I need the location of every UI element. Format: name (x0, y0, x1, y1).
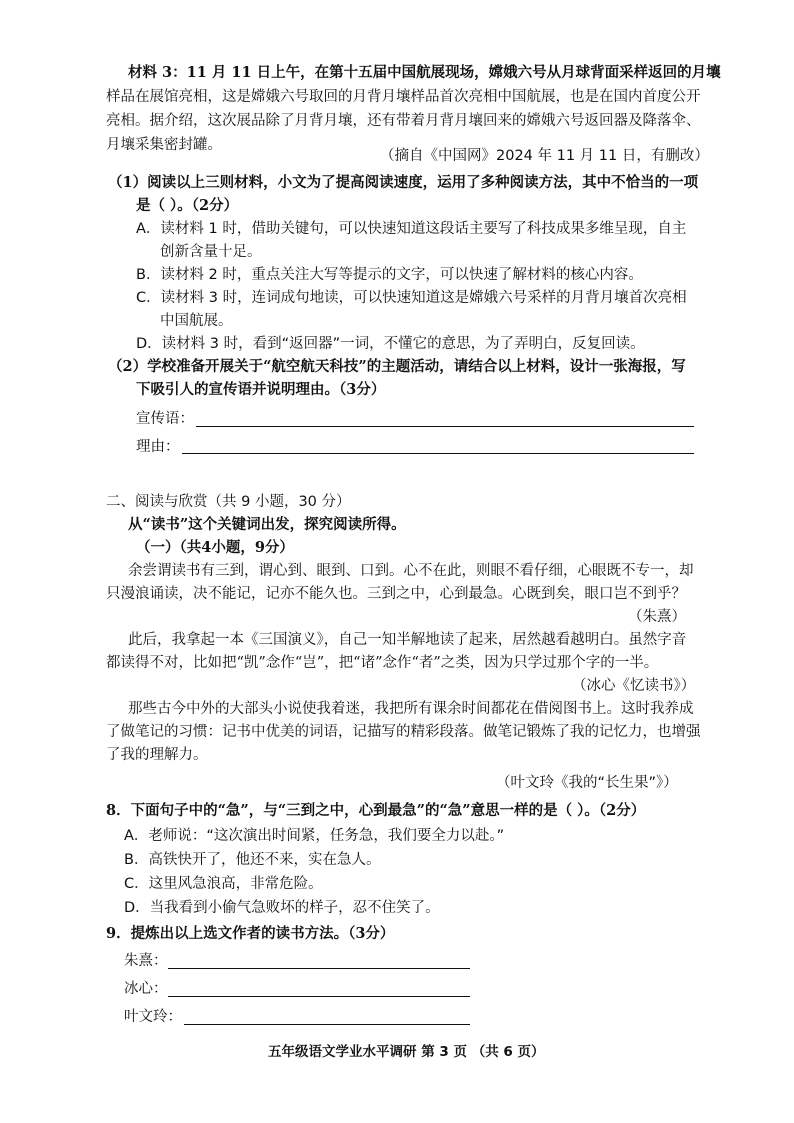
q1-option-a-line-2: 创新含量十足。 (160, 244, 262, 260)
section2-intro: 从“读书”这个关键词出发，探究阅读所得。 (128, 516, 406, 533)
passage-p1-line-1: 余尝谓读书有三到，谓心到、眼到、口到。心不在此，则眼不看仔细，心眼既不专一，却 (128, 563, 694, 579)
q2-stem-line-1: （2）学校准备开展关于“航空航天科技”的主题活动，请结合以上材料，设计一张海报，写 (108, 358, 686, 375)
page-footer: 五年级语文学业水平调研 第 3 页 （共 6 页） (268, 1044, 545, 1060)
passage-p1-line-2: 只漫浪诵读，决不能记，记亦不能久也。三到之中，心到最急。心既到矣，眼口岂不到乎？ (106, 586, 686, 602)
q1-option-c-line-1: C．读材料 3 时，连词成句地读，可以快速知道这是嫦娥六号采样的月背月壤首次亮相 (136, 290, 687, 306)
q8-stem: 8．下面句子中的“急”，与“三到之中，心到最急”的“急”意思一样的是（ ）。（2分） (106, 802, 646, 819)
passage-p3-source: （叶文玲《我的“长生果”》） (496, 775, 678, 791)
slogan-label: 宣传语： (136, 411, 194, 427)
q9-answer-line-yewenling[interactable] (184, 1024, 470, 1025)
q9-label-yewenling: 叶文玲： (124, 1009, 182, 1025)
q9-stem: 9．提炼出以上选文作者的读书方法。（3分） (106, 925, 395, 942)
q1-option-c-line-2: 中国航展。 (160, 313, 233, 329)
q1-option-a-line-1: A．读材料 1 时，借助关键句，可以快速知道这段话主要写了科技成果多维呈现，自主 (136, 221, 687, 237)
passage-p3-line-1: 那些古今中外的大部头小说使我着迷，我把所有课余时间都花在借阅图书上。这时我养成 (128, 701, 694, 717)
passage-p1-source: （朱熹） (628, 609, 686, 625)
q9-answer-line-bingxin[interactable] (168, 996, 470, 997)
material3-line-1: 材料 3：11 月 11 日上午，在第十五届中国航展现场，嫦娥六号从月球背面采样返回的月壤 (128, 64, 721, 81)
passage-p2-line-2: 都读得不对，比如把“凯”念作“岂”，把“诸”念作“者”之类，因为只学过那个字的一半。 (106, 655, 659, 671)
q9-label-bingxin: 冰心： (124, 981, 168, 997)
q8-option-c: C．这里风急浪高，非常危险。 (124, 876, 323, 892)
q1-stem-line-1: （1）阅读以上三则材料，小文为了提高阅读速度，运用了多种阅读方法，其中不恰当的一项 (108, 174, 699, 191)
q8-option-b: B．高铁快开了，他还不来，实在急人。 (124, 852, 381, 868)
passage-p3-line-3: 了我的理解力。 (106, 747, 208, 763)
section2-title: 二、阅读与欣赏（共 9 小题，30 分） (106, 494, 351, 510)
q9-answer-line-zhuxi[interactable] (168, 968, 470, 969)
material3-line-2: 样品在展馆亮相，这是嫦娥六号取回的月背月壤样品首次亮相中国航展，也是在国内首度公开 (106, 89, 701, 105)
slogan-answer-line[interactable] (196, 426, 694, 427)
q9-label-zhuxi: 朱熹： (124, 953, 168, 969)
material3-source: （摘自《中国网》2024 年 11 月 11 日，有删改） (380, 148, 709, 164)
reason-label: 理由： (136, 439, 180, 455)
part1-title: （一）（共4小题，9分） (136, 539, 294, 556)
passage-p2-line-1: 此后，我拿起一本《三国演义》，自己一知半解地读了起来，居然越看越明白。虽然字音 (128, 632, 687, 648)
material3-line-3: 亮相。据介绍，这次展品除了月背月壤，还有带着月背月壤回来的嫦娥六号返回器及降落伞、 (106, 113, 701, 129)
material3-line-4: 月壤采集密封罐。 (106, 137, 222, 153)
q8-option-a: A．老师说：“这次演出时间紧，任务急，我们要全力以赴。” (124, 828, 505, 844)
q1-option-b: B．读材料 2 时，重点关注大写等提示的文字，可以快速了解材料的核心内容。 (136, 267, 643, 283)
reason-answer-line[interactable] (182, 453, 694, 454)
q1-stem-line-2: 是（ ）。（2分） (136, 197, 239, 214)
q8-option-d: D．当我看到小偷气急败坏的样子，忍不住笑了。 (124, 900, 440, 916)
q2-stem-line-2: 下吸引人的宣传语并说明理由。（3分） (136, 381, 386, 398)
q1-option-d: D．读材料 3 时，看到“返回器”一词，不懂它的意思，为了弄明白，反复回读。 (136, 336, 645, 352)
passage-p3-line-2: 了做笔记的习惯：记书中优美的词语，记描写的精彩段落。做笔记锻炼了我的记忆力，也增强 (106, 724, 701, 740)
passage-p2-source: （冰心《忆读书》） (572, 678, 696, 694)
